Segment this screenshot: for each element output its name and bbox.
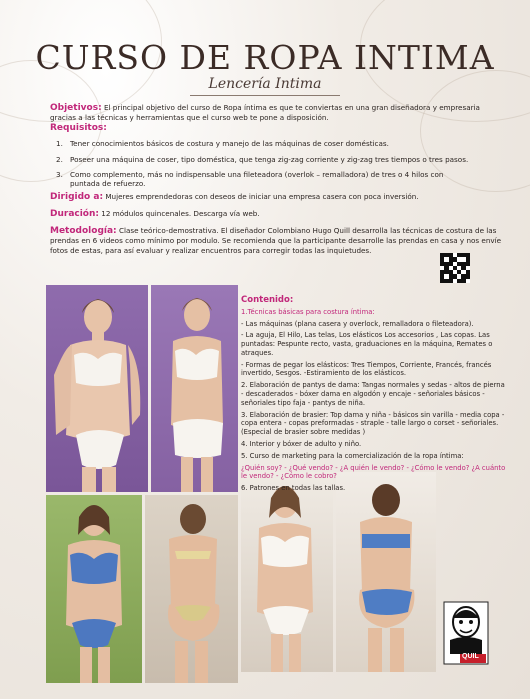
- duracion-text: 12 módulos quincenales. Descarga vía web.: [101, 209, 260, 218]
- contenido-section: [241, 296, 509, 496]
- model-figure: [46, 285, 148, 492]
- requisito-text: Tener conocimientos básicos de costura y manejo de las máquinas de coser domésticas.: [70, 139, 389, 148]
- model-figure: [336, 472, 436, 672]
- quil-logo: [442, 600, 490, 666]
- contenido-item: ¿Quién soy? - ¿Qué vendo? - ¿A quién le vendo? - ¿Cómo le vendo? ¿A cuánto le vendo? - ¿Cómo le cobro?: [241, 463, 506, 481]
- metodologia-text: Clase teórico-demostrativa. El diseñador Colombiano Hugo Quill desarrolla las técnicas de costura de las prendas en 6 videos como mínimo por modulo. Se recomienda que la participante desarrolle las prendas en casa y nos envíe fotos de estas, para así evaluar y realizar encuentros para corregir todas las inquietudes.: [50, 226, 502, 255]
- objetivos-section: [50, 103, 500, 123]
- page-title: CURSO DE ROPA INTIMA: [35, 38, 495, 77]
- contenido-item: - Las máquinas (plana casera y overlock, remalladora o fileteadora).: [241, 319, 474, 328]
- contenido-item: 3. Elaboración de brasier: Top dama y niña - básicos sin varilla - media copa - copa entera - copas preformadas - straple - talle largo o corset - señoriales. (Especial de brasier sobre medidas ): [241, 410, 505, 437]
- objetivos-heading: Objetivos:: [50, 103, 102, 113]
- photo-model-blue-lingerie-front: [46, 495, 142, 683]
- dirigido-section: [50, 192, 500, 202]
- model-figure: [46, 495, 142, 683]
- contenido-item: 1.Técnicas básicas para costura íntima:: [241, 307, 375, 316]
- objetivos-text: El principal objetivo del curso de Ropa íntima es que te conviertas en una gran diseñadora y empresaria gracias a las técnicas y herramientas que el curso web te pone a disposición.: [50, 103, 480, 123]
- photo-model-white-lace-front: [241, 472, 333, 672]
- requisito-number: 3.: [56, 170, 63, 179]
- duracion-heading: Duración:: [50, 209, 99, 219]
- requisito-text: Poseer una máquina de coser, tipo doméstica, que tenga zig-zag corriente y zig-zag tres tiempos o tres pasos.: [70, 155, 469, 164]
- qr-code[interactable]: [440, 253, 470, 283]
- requisito-item: [56, 139, 490, 148]
- contenido-item: 5. Curso de marketing para la comercialización de la ropa íntima:: [241, 451, 464, 460]
- contenido-item: 2. Elaboración de pantys de dama: Tangas normales y sedas - altos de pierna - descaderados - bóxer dama en algodón y encaje - señoriales básicos - señoriales tipo faja - pantys de niña.: [241, 381, 505, 407]
- contenido-item: 6. Patrones en todas las tallas.: [241, 484, 346, 493]
- photo-model-floral-back: [145, 495, 238, 683]
- requisitos-heading: Requisitos:: [50, 123, 107, 133]
- photo-model-blue-lace-back: [336, 472, 436, 672]
- photo-model-white-lingerie-front: [46, 285, 148, 492]
- metodologia-heading: Metodología:: [50, 226, 117, 236]
- duracion-section: [50, 209, 500, 219]
- model-figure: [151, 285, 238, 492]
- requisito-number: 1.: [56, 139, 63, 148]
- subtitle-divider: [190, 95, 340, 96]
- contenido-item: - La aguja, El Hilo, Las telas, Los elásticos Los accesorios , Las copas. Las puntadas: Pespunte recto, vasta, graduaciones en la máquina, Remates o atraques.: [241, 331, 493, 357]
- requisito-item: [56, 170, 470, 189]
- requisito-item: [56, 155, 490, 164]
- contenido-heading: Contenido:: [241, 295, 294, 305]
- requisito-number: 2.: [56, 155, 63, 164]
- model-figure: [241, 472, 333, 672]
- photo-model-white-set-shorts: [151, 285, 238, 492]
- contenido-item: 4. Interior y bóxer de adulto y niño.: [241, 439, 362, 448]
- dirigido-heading: Dirigido a:: [50, 192, 104, 202]
- contenido-item: - Formas de pegar los elásticos: Tres Tiempos, Corriente, Francés, francés invertido, Sesgos. -Estiramiento de los elásticos.: [241, 360, 492, 378]
- model-figure: [145, 495, 238, 683]
- metodologia-section: [50, 226, 505, 255]
- dirigido-text: Mujeres emprendedoras con deseos de iniciar una empresa casera con poca inversión.: [105, 192, 419, 201]
- logo-brand-text: QUIL: [462, 653, 479, 660]
- page-subtitle: Lencería Intima: [208, 76, 322, 92]
- requisito-text: Como complemento, más no indispensable una fileteadora (overlok – remalladora) de tres o 4 hilos con puntada de refuerzo.: [70, 170, 444, 189]
